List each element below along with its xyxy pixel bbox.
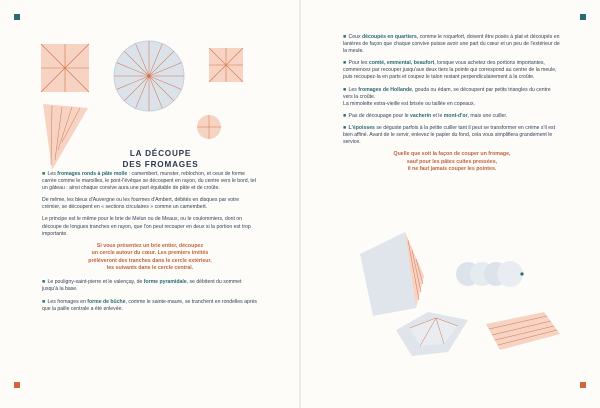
pyramid-cheese-illustration [396, 312, 468, 356]
paragraph-log-cheeses [42, 299, 258, 313]
text: et le [431, 112, 444, 119]
paragraph-quarters [343, 34, 561, 55]
text: Le pouligny-saint-pierre et le valençay, de [47, 279, 144, 286]
note-line: Quelle que soit la façon de couper un fromage, [393, 151, 511, 158]
section-title-line-1: LA DÉCOUPE [129, 149, 192, 158]
cutting-tip-note [343, 151, 561, 173]
text: , comme le roquefort, doivent être posés à plat et découpés en lanières de façon que chaque convive puisse avoir une part du cœur et un peu de l'extérieur de la meule. [343, 34, 560, 55]
bullet-icon: ■ [343, 124, 347, 131]
paragraph-pyramid-cheeses [42, 279, 258, 293]
text: Les [348, 86, 359, 93]
text: Ceux [348, 34, 362, 40]
keyword: forme pyramidale [143, 279, 187, 286]
text: , lorsque vous achetez des portions importantes, commencez par recouper jusqu'aux deux tiers la pointe qui correspond au centre de la meule, puis recoupez-la en parts et coupez le talon restant perpendiculairement à la croûte. [343, 60, 557, 81]
cheese-wedge-slices-illustration [43, 104, 88, 170]
square-cheese-cuts-illustration [41, 44, 89, 92]
note-line: un cercle autour du cœur. Les premiers invités [91, 250, 209, 257]
text: La mimolette extra-vieille est brisée ou taillée en copeaux. [343, 100, 476, 107]
note-line: Si vous présentez un brie entier, découpez [96, 242, 204, 249]
text: , comme le sainte-maure, se tranchent en rondelles après que la paille centrale a été enlevée. [42, 298, 258, 312]
paragraph-epoisses [343, 125, 561, 146]
hard-cheese-slab-illustration [486, 312, 560, 350]
left-text-column [42, 171, 258, 318]
keyword: comté, emmental, beaufort [368, 60, 435, 67]
small-round-cheese-illustration [197, 115, 221, 139]
bullet-icon: ■ [343, 34, 347, 40]
keyword: découpés en quartiers [361, 34, 417, 40]
cheese-block-slices-illustration [360, 232, 424, 316]
bullet-icon: ■ [343, 60, 347, 67]
paragraph-vacherin [343, 113, 561, 120]
text: , gouda ou édam, se découpent par petits triangles du centre vers la croûte. [343, 86, 551, 100]
text: Pas de découpage pour le [348, 112, 410, 119]
bullet-icon: ■ [343, 112, 347, 119]
paragraph-blue-cheeses: De même, les bleus d'Auvergne ou les fourmes d'Ambert, débités en disques par votre crémier, se découpent en « sections circulaires » comme un camembert. [42, 197, 240, 211]
text: , mais une cuiller. [467, 112, 508, 119]
paragraph-brie: Le principe est le même pour le brie de Melun ou de Meaux, ou le coulommiers, dont on découpe de longues tranches en rayon, que l'on peut recouper en deux si la portion est trop importante. [42, 216, 251, 237]
text: : camembert, munster, reblochon, et ceux de forme carrée comme le maroilles, le pont-l'évêque se découpent en rayon, du centre vers le bord, tel un gâteau : ainsi chaque convive aura une part équitable de pâte et de croûte. [42, 171, 256, 192]
keyword: L'époisses [348, 124, 375, 131]
round-cheese-rays-illustration [114, 41, 184, 111]
bullet-icon: ■ [42, 279, 46, 286]
note-line: sauf pour les pâtes cuites pressées, [406, 158, 498, 165]
bullet-icon: ■ [42, 298, 46, 305]
keyword: forme de bûche [87, 298, 126, 305]
section-title [93, 148, 228, 170]
small-square-cheese-illustration [209, 48, 243, 82]
keyword: fromages de Hollande [358, 86, 412, 93]
text: Les [47, 171, 58, 177]
keyword: vacherin [410, 112, 432, 119]
paragraph-soft-round-cheeses [42, 171, 258, 192]
bullet-icon: ■ [343, 86, 347, 93]
keyword: fromages ronds à pâte molle [57, 171, 128, 177]
note-line: prélèveront des tranches dans le cercle extérieur, [88, 257, 212, 264]
text: Les fromages en [47, 298, 88, 305]
keyword: mont-d'or [443, 112, 468, 119]
brie-tip-note [42, 243, 258, 273]
text: , se débitent du sommet jusqu'à la base. [42, 279, 242, 293]
right-text-column [343, 34, 561, 180]
text: Pour les [348, 60, 369, 67]
bullet-icon: ■ [42, 171, 46, 177]
note-line: il ne faut jamais couper les pointes. [407, 166, 497, 173]
log-cheese-rounds-illustration [456, 261, 524, 287]
paragraph-dutch-cheeses [343, 87, 561, 108]
text: se déguste parfois à la petite cuiller tant il peut se transformer en crème s'il est bien affiné. Avant de le servir, enlevez le papier du fond, cela vous simplifiera grandement le service. [343, 124, 556, 146]
paragraph-hard-cheeses [343, 60, 561, 81]
note-line: les suivants dans le cercle central. [106, 264, 194, 271]
section-title-line-2: DES FROMAGES [122, 160, 199, 169]
